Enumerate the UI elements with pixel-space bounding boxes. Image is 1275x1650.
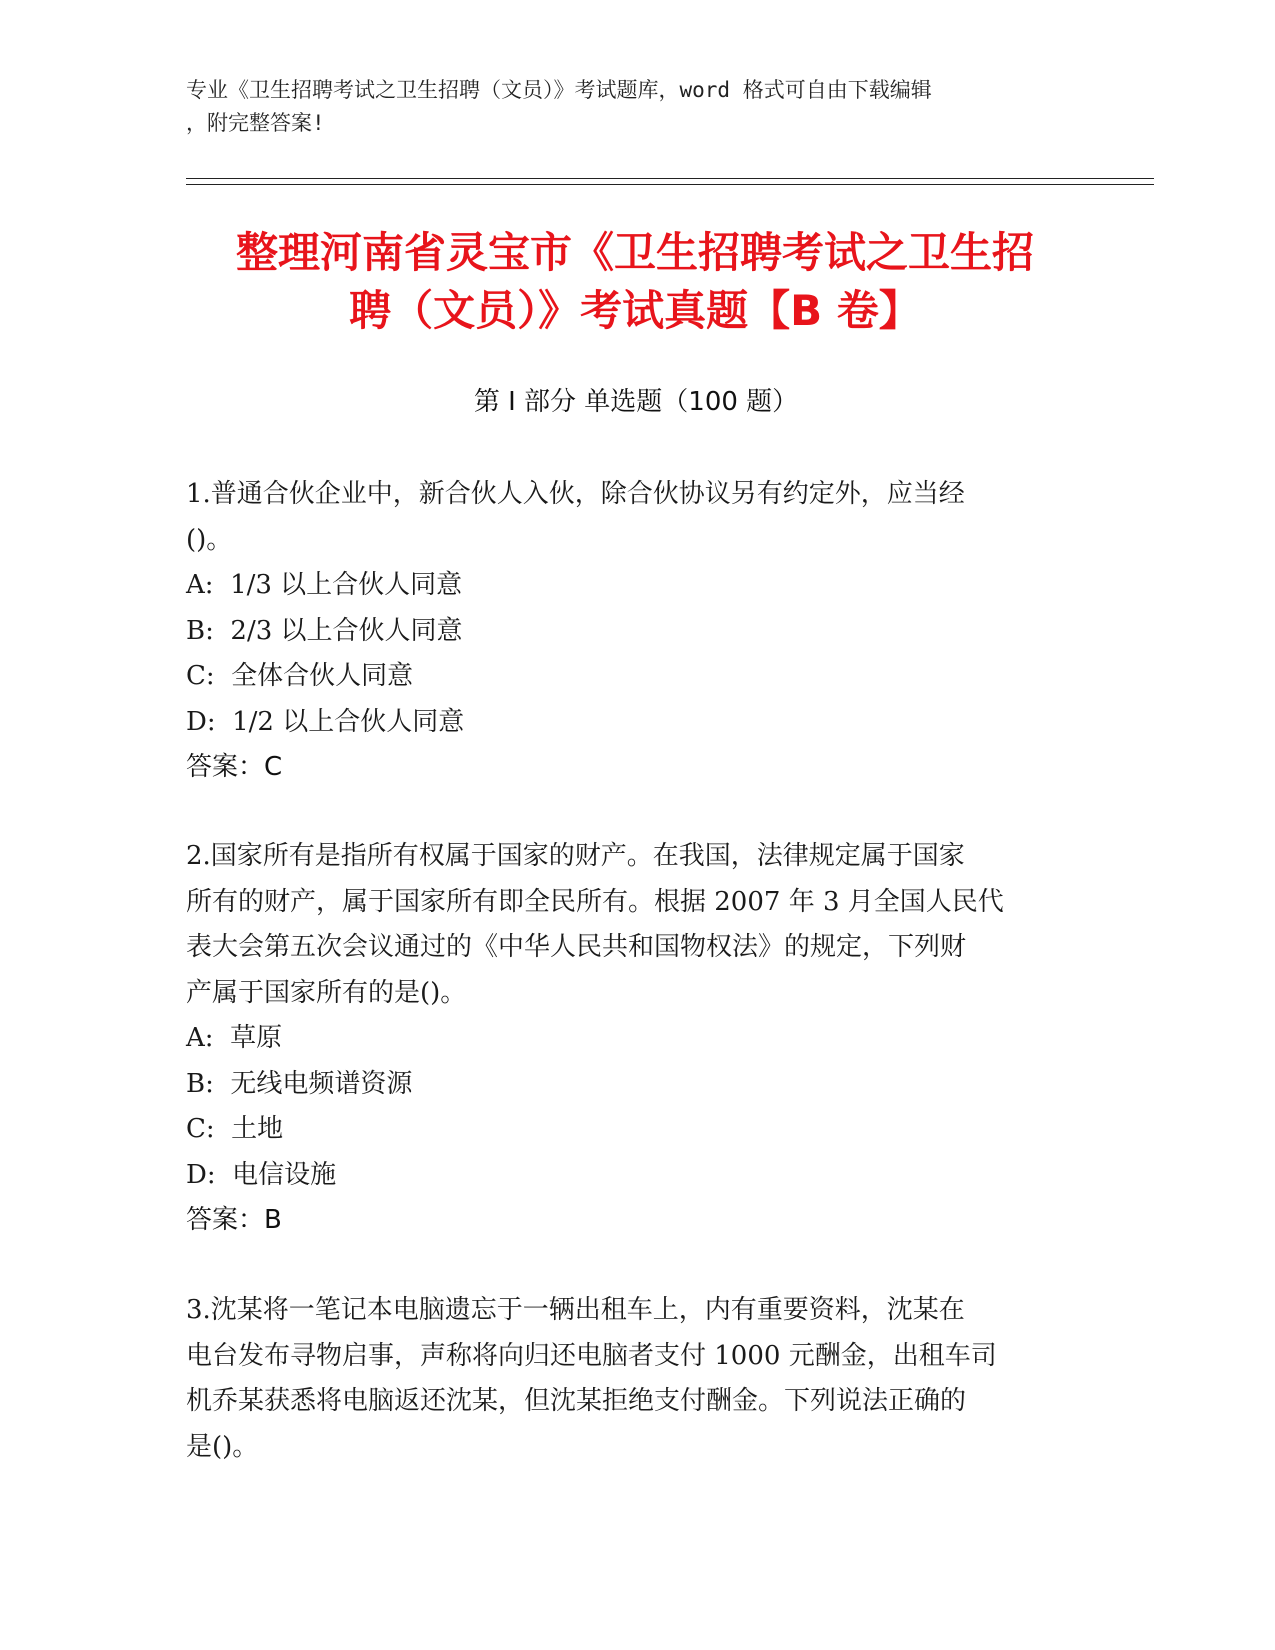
section-heading: 第 I 部分 单选题（100 题） [473, 387, 799, 417]
option-b: B: 2/3 以上合伙人同意 [186, 615, 463, 646]
option-a: A: 草原 [186, 1023, 283, 1053]
question-2 [186, 834, 1086, 1244]
header-note-line-2: ，附完整答案! [186, 111, 325, 135]
option-d: D: 电信设施 [186, 1159, 337, 1190]
document-title-line-2: 聘（文员）》考试真题【B 卷】 [349, 286, 921, 335]
option-b: B: 无线电频谱资源 [186, 1068, 413, 1099]
header-divider-bottom [186, 184, 1154, 185]
header-note [186, 74, 1086, 140]
question-stem-line: 是()。 [186, 1431, 259, 1462]
question-stem-line: 3.沈某将一笔记本电脑遗忘于一辆出租车上，内有重要资料，沈某在 [186, 1295, 965, 1325]
question-stem-line: 2.国家所有是指所有权属于国家的财产。在我国，法律规定属于国家 [186, 841, 965, 871]
question-stem-line: 产属于国家所有的是()。 [186, 977, 467, 1008]
document-title-line-1: 整理河南省灵宝市《卫生招聘考试之卫生招 [235, 228, 1034, 277]
option-c: C: 全体合伙人同意 [186, 661, 414, 691]
question-stem-line: 表大会第五次会议通过的《中华人民共和国物权法》的规定，下列财 [186, 932, 967, 962]
document-title [160, 224, 1110, 340]
header-divider-top [186, 178, 1154, 179]
question-1-stem [186, 472, 1086, 563]
question-stem-line: 所有的财产，属于国家所有即全民所有。根据 2007 年 3 月全国人民代 [186, 886, 1004, 917]
option-d: D: 1/2 以上合伙人同意 [186, 706, 465, 737]
question-stem-line: ()。 [186, 524, 233, 555]
question-1 [186, 472, 1086, 791]
option-a: A: 1/3 以上合伙人同意 [186, 570, 463, 600]
question-2-answer: 答案：B [186, 1205, 282, 1235]
question-1-answer: 答案：C [186, 752, 283, 782]
question-2-stem [186, 834, 1086, 1016]
question-3 [186, 1288, 1086, 1470]
question-stem-line: 电台发布寻物启事，声称将向归还电脑者支付 1000 元酬金，出租车司 [186, 1340, 997, 1371]
header-note-line-1: 专业《卫生招聘考试之卫生招聘（文员）》考试题库，word 格式可自由下载编辑 [186, 78, 932, 102]
question-3-stem [186, 1288, 1086, 1470]
question-stem-line: 机乔某获悉将电脑返还沈某，但沈某拒绝支付酬金。下列说法正确的 [186, 1386, 967, 1416]
option-c: C: 土地 [186, 1114, 284, 1144]
question-stem-line: 1.普通合伙企业中，新合伙人入伙，除合伙协议另有约定外，应当经 [186, 479, 965, 509]
